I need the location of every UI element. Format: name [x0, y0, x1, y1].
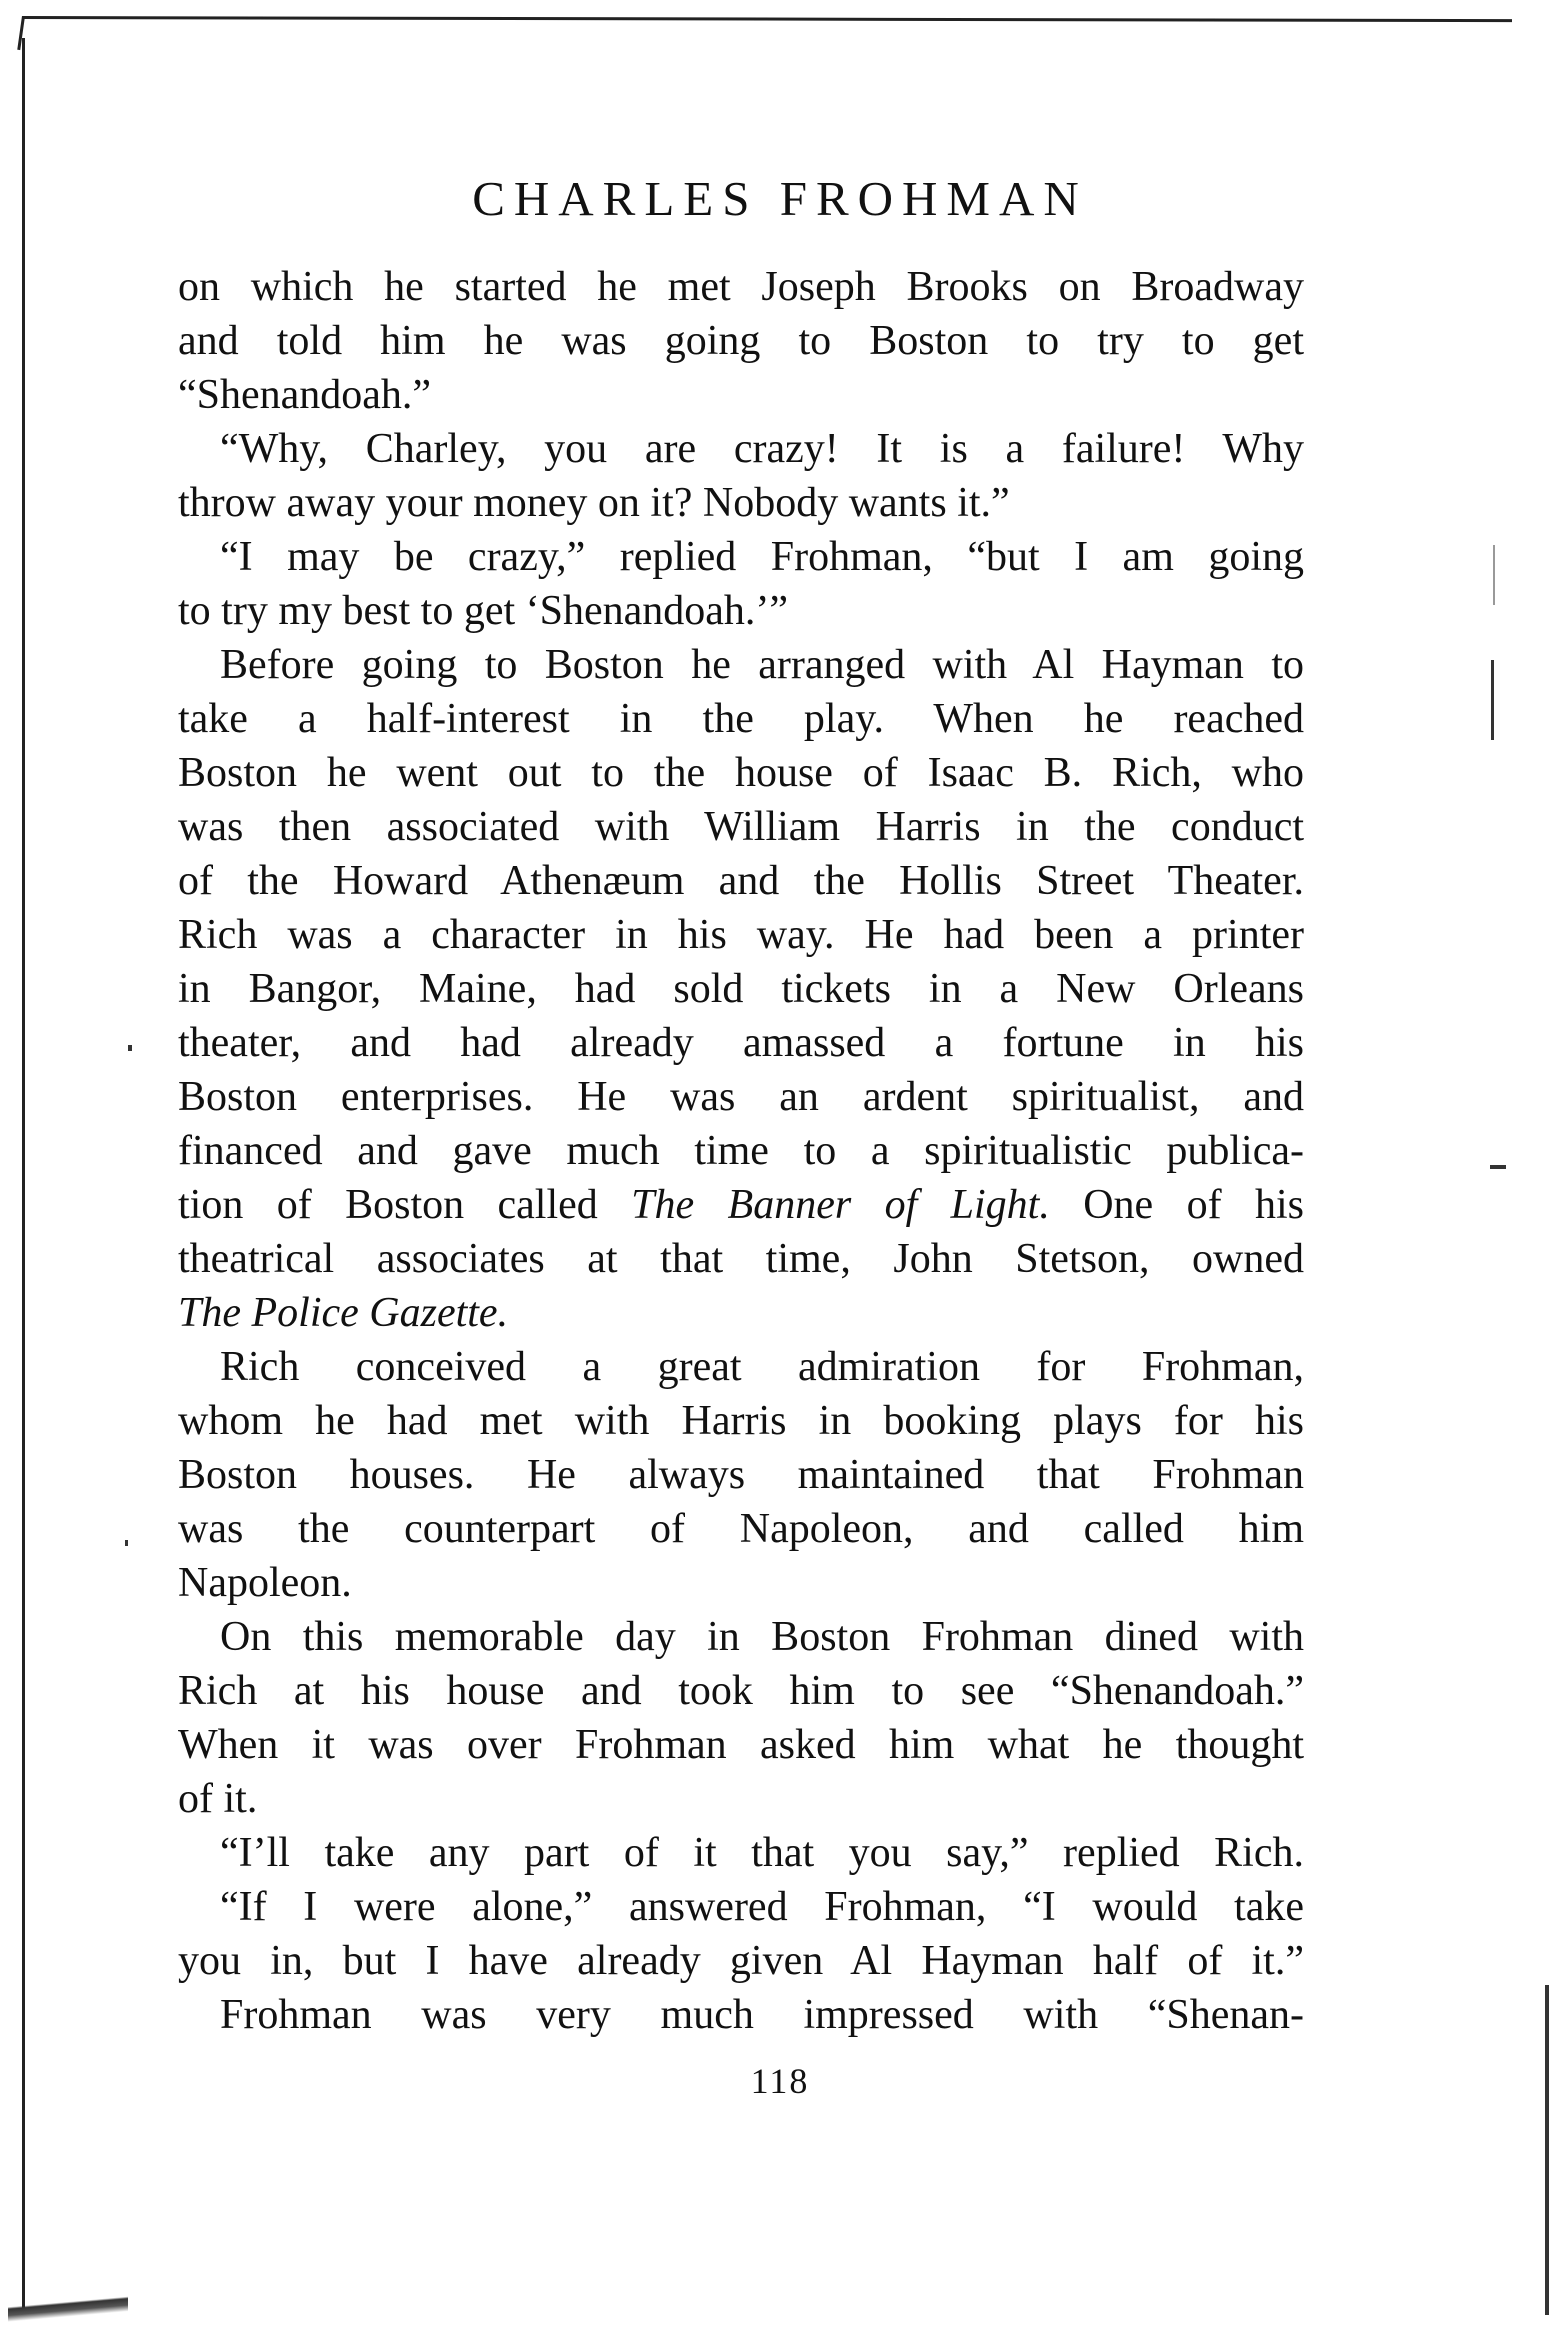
scan-speck	[1490, 1165, 1506, 1169]
text-line: On this memorable day in Boston Frohman dined with	[220, 1614, 1304, 1660]
text-line: When it was over Frohman asked him what he thought	[178, 1722, 1304, 1768]
text-line: “I’ll take any part of it that you say,” replied Rich.	[220, 1830, 1304, 1876]
scan-speck	[128, 1045, 132, 1051]
text-line: in Bangor, Maine, had sold tickets in a New Orleans	[178, 966, 1304, 1012]
text-line: on which he started he met Joseph Brooks on Broadway	[178, 264, 1304, 310]
text-line	[178, 1286, 1304, 1340]
text-line: “I may be crazy,” replied Frohman, “but I am going	[220, 534, 1304, 580]
text-line: of it.	[178, 1776, 258, 1822]
text-line: Frohman was very much impressed with “Shenan-	[220, 1992, 1304, 2038]
page-corner-shadow	[8, 2290, 128, 2322]
text-line: “If I were alone,” answered Frohman, “I would take	[220, 1884, 1304, 1930]
text-line: was then associated with William Harris in the conduct	[178, 804, 1304, 850]
text-line: “Why, Charley, you are crazy! It is a failure! Why	[220, 426, 1304, 472]
text-line: financed and gave much time to a spiritualistic publica-	[178, 1128, 1304, 1174]
text-line: “Shenandoah.”	[178, 372, 432, 418]
scan-speck	[1491, 660, 1494, 740]
text-line: whom he had met with Harris in booking plays for his	[178, 1398, 1304, 1444]
text-line: was the counterpart of Napoleon, and called him	[178, 1506, 1304, 1552]
text-run: tion of Boston called	[178, 1182, 632, 1228]
text-line: to try my best to get ‘Shenandoah.’”	[178, 588, 789, 634]
text-line: of the Howard Athenæum and the Hollis Street Theater.	[178, 858, 1304, 904]
page-edge-left	[22, 38, 25, 2308]
text-line: Rich at his house and took him to see “Shenandoah.”	[178, 1668, 1304, 1714]
text-line: Rich conceived a great admiration for Frohman,	[220, 1344, 1304, 1390]
text-line: Before going to Boston he arranged with Al Hayman to	[220, 642, 1304, 688]
running-head: CHARLES FROHMAN	[472, 171, 1088, 226]
scan-speck	[1493, 545, 1495, 605]
text-line: Rich was a character in his way. He had been a printer	[178, 912, 1304, 958]
text-line: take a half-interest in the play. When he reached	[178, 696, 1304, 742]
text-line: Napoleon.	[178, 1560, 352, 1606]
text-line	[178, 1178, 1304, 1232]
text-line: theater, and had already amassed a fortune in his	[178, 1020, 1304, 1066]
italic-title: The Police Gazette.	[178, 1290, 509, 1336]
body-text	[178, 260, 1304, 2042]
page-number: 118	[750, 2061, 810, 2101]
text-line: Boston enterprises. He was an ardent spiritualist, and	[178, 1074, 1304, 1120]
italic-title: The Banner of Light.	[631, 1182, 1050, 1228]
text-line: theatrical associates at that time, John Stetson, owned	[178, 1236, 1304, 1282]
text-run: One of his	[1049, 1182, 1304, 1228]
text-line: you in, but I have already given Al Hayman half of it.”	[178, 1938, 1304, 1984]
scan-edge-right	[1545, 1985, 1549, 2315]
text-line: Boston houses. He always maintained that Frohman	[178, 1452, 1304, 1498]
text-line: Boston he went out to the house of Isaac B. Rich, who	[178, 750, 1304, 796]
scan-speck	[125, 1540, 128, 1546]
text-line: throw away your money on it? Nobody wants it.”	[178, 480, 1010, 526]
page-edge-top	[22, 16, 1512, 22]
text-line: and told him he was going to Boston to try to get	[178, 318, 1304, 364]
